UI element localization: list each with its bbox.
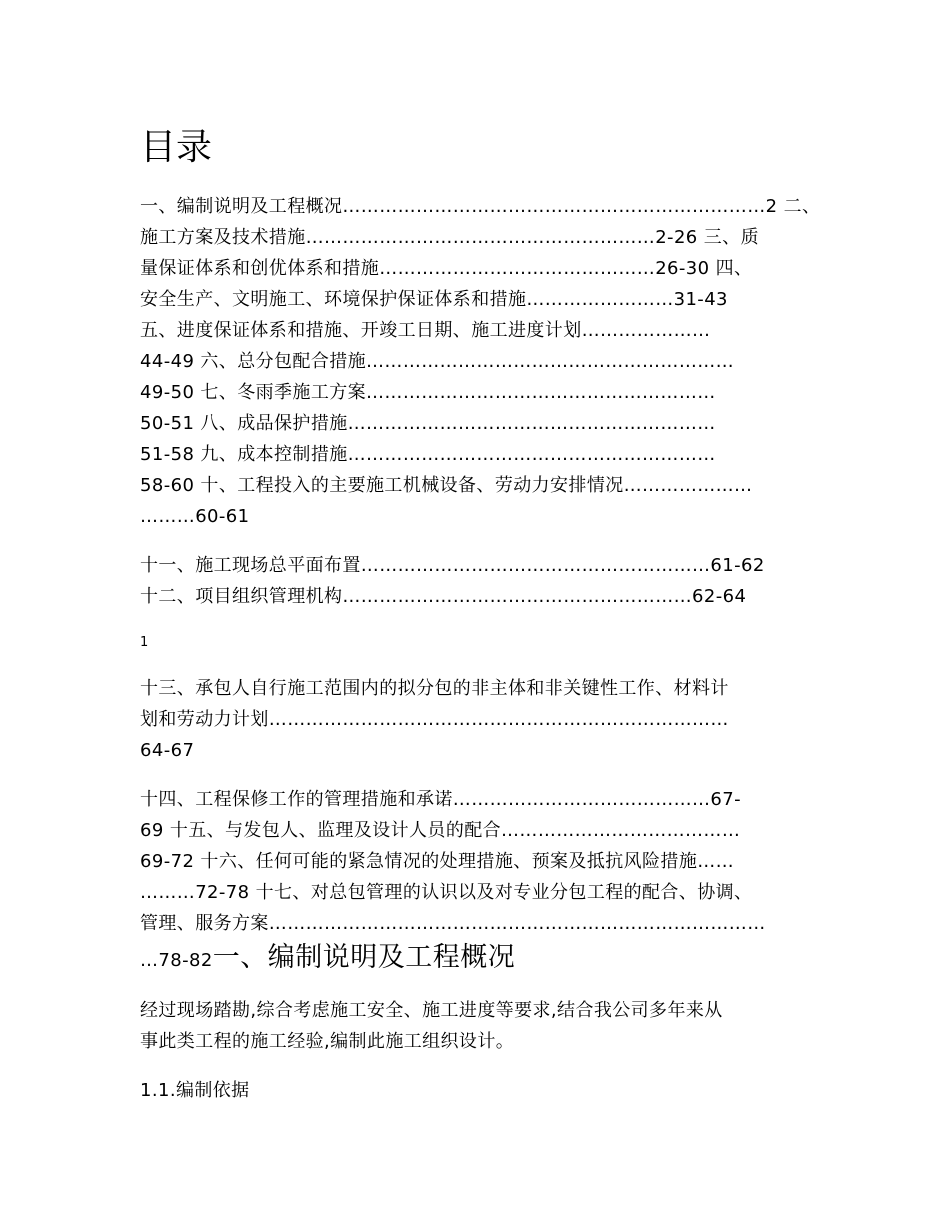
toc-line: ………72-78 十七、对总包管理的认识以及对专业分包工程的配合、协调、 bbox=[140, 882, 753, 903]
toc-line: 十一、施工现场总平面布置…………………………………………………61-62 bbox=[140, 555, 765, 576]
section-heading: 一、编制说明及工程概况 bbox=[212, 942, 516, 973]
toc-fragment: …78-82 bbox=[140, 950, 213, 971]
body-paragraph-line: 经过现场踏勘,综合考虑施工安全、施工进度等要求,结合我公司多年来从 bbox=[140, 1000, 723, 1021]
toc-line: 五、进度保证体系和措施、开竣工日期、施工进度计划………………… bbox=[140, 320, 711, 341]
toc-line: 十四、工程保修工作的管理措施和承诺……………………………………67- bbox=[140, 789, 741, 810]
toc-line: 58-60 十、工程投入的主要施工机械设备、劳动力安排情况………………… bbox=[140, 475, 753, 496]
page-title: 目录 bbox=[140, 127, 213, 168]
toc-line: 安全生产、文明施工、环境保护保证体系和措施……………………31-43 bbox=[140, 289, 728, 310]
toc-line: ………60-61 bbox=[140, 506, 250, 527]
toc-line: 50-51 八、成品保护措施…………………………………………………… bbox=[140, 413, 716, 434]
toc-line: 49-50 七、冬雨季施工方案………………………………………………… bbox=[140, 382, 716, 403]
body-paragraph-line: 事此类工程的施工经验,编制此施工组织设计。 bbox=[140, 1031, 515, 1052]
toc-line-with-heading bbox=[140, 938, 515, 981]
toc-line: 64-67 bbox=[140, 740, 195, 761]
toc-line: 69-72 十六、任何可能的紧急情况的处理措施、预案及抵抗风险措施…… bbox=[140, 851, 735, 872]
toc-line: 44-49 六、总分包配合措施…………………………………………………… bbox=[140, 351, 735, 372]
toc-line: 管理、服务方案……………………………………………………………………… bbox=[140, 913, 766, 934]
page-number: 1 bbox=[140, 635, 149, 650]
toc-line: 十三、承包人自行施工范围内的拟分包的非主体和非关键性工作、材料计 bbox=[140, 678, 729, 699]
toc-line: 十二、项目组织管理机构…………………………………………………62-64 bbox=[140, 586, 747, 607]
toc-line: 施工方案及技术措施…………………………………………………2-26 三、质 bbox=[140, 227, 759, 248]
subsection-heading: 1.1.编制依据 bbox=[140, 1080, 250, 1101]
toc-line: 一、编制说明及工程概况……………………………………………………………2 二、 bbox=[140, 196, 821, 217]
toc-line: 69 十五、与发包人、监理及设计人员的配合………………………………… bbox=[140, 820, 741, 841]
toc-line: 划和劳动力计划………………………………………………………………… bbox=[140, 709, 729, 730]
toc-line: 51-58 九、成本控制措施…………………………………………………… bbox=[140, 444, 716, 465]
toc-line: 量保证体系和创优体系和措施………………………………………26-30 四、 bbox=[140, 258, 753, 279]
